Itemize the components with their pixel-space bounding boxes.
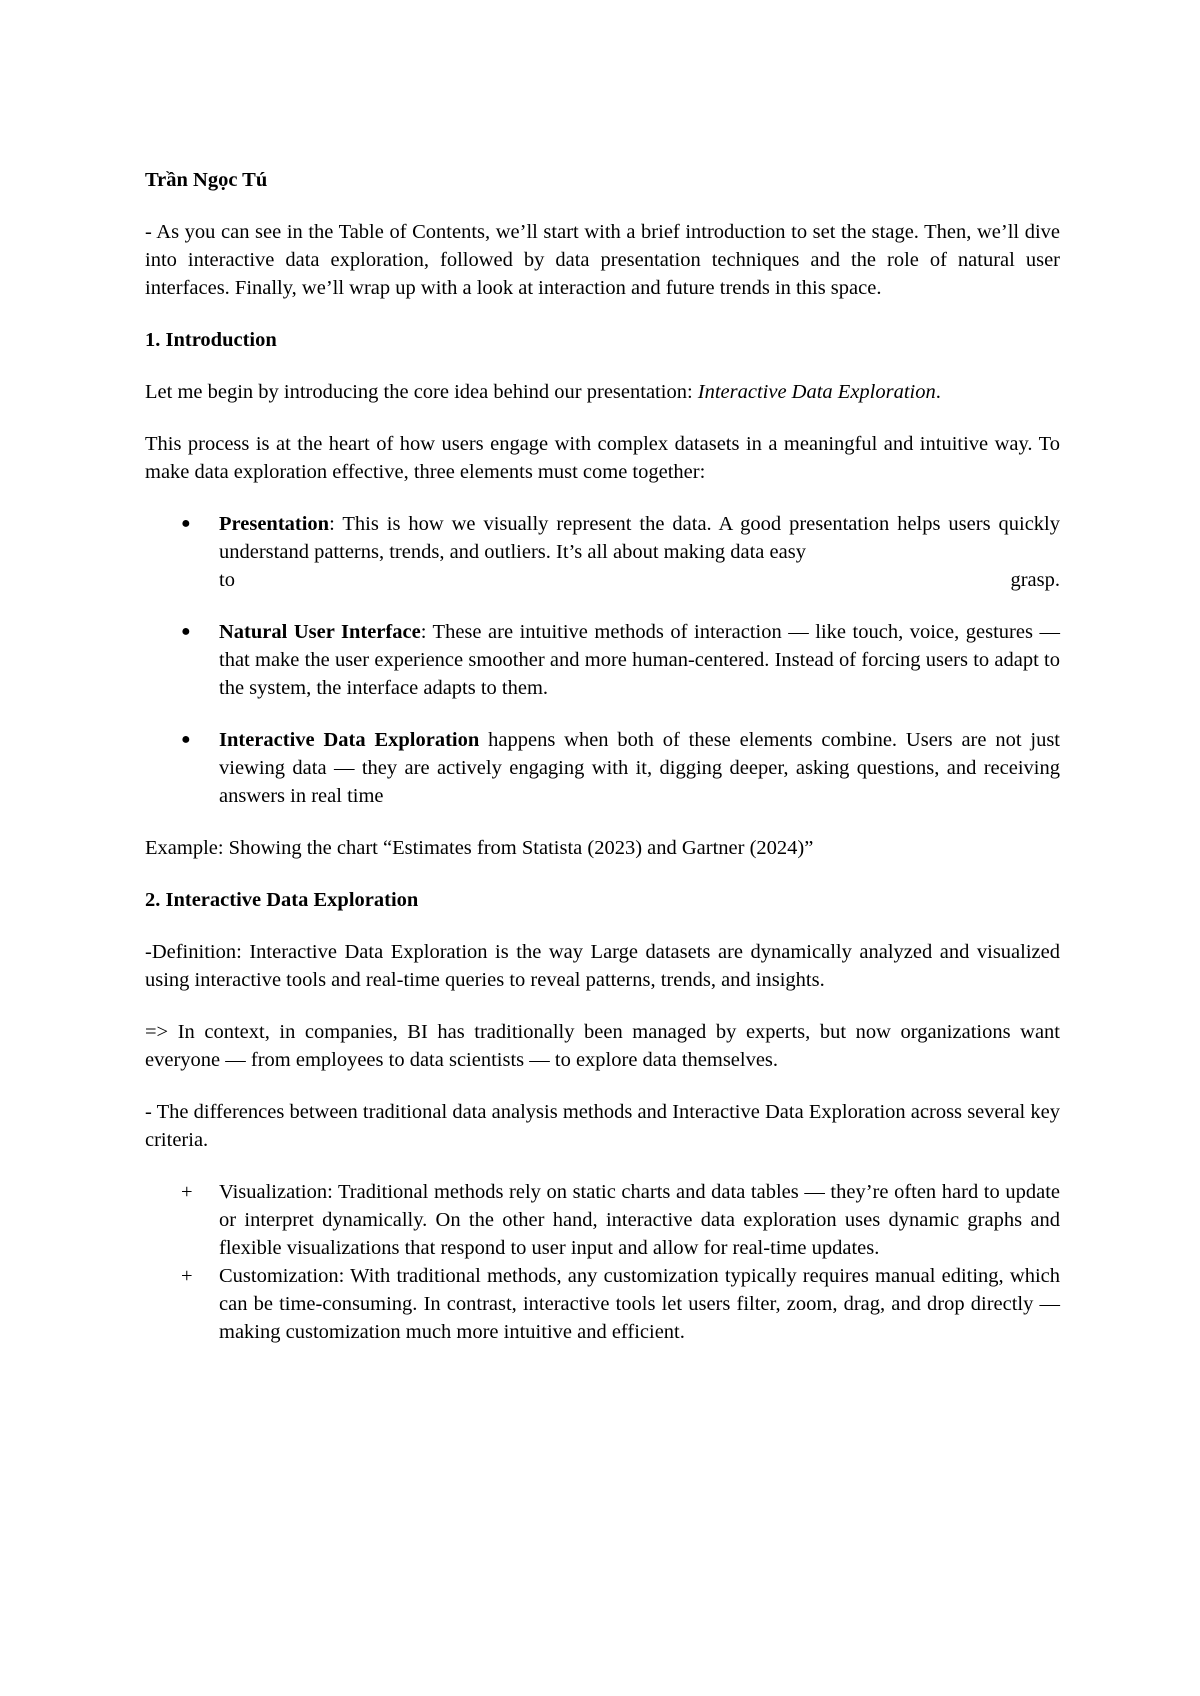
criteria-text: Visualization: Traditional methods rely on static charts and data tables — they’re often hard to update or interpret dynamically. On the other hand, interactive data exploration uses dynamic graphs and flexible visualizations that respond to user input and allow for real-time updates.: [219, 1181, 1060, 1259]
elements-bullet-list: [145, 510, 1060, 810]
bullet-item-natural-user-interface: [145, 618, 1060, 702]
bullet-dot-icon: ●: [181, 515, 191, 532]
differences-paragraph: - The differences between traditional data analysis methods and Interactive Data Exploration across several key criteria.: [145, 1101, 1060, 1151]
author-name: Trần Ngọc Tú: [145, 169, 268, 191]
bullet-last-line: [219, 566, 1060, 594]
example-paragraph: Example: Showing the chart “Estimates from Statista (2023) and Gartner (2024)”: [145, 837, 814, 859]
bullet-text: : These are intuitive methods of interaction — like touch, voice, gestures — that make the user experience smoother and more human-centered. Instead of forcing users to adapt to the system, the interface adapts to them.: [219, 621, 1060, 699]
bullet-text-word-left: to: [219, 569, 235, 591]
criteria-item-customization: [145, 1262, 1060, 1346]
introduction-text: Let me begin by introducing the core idea behind our presentation:: [145, 381, 698, 403]
emphasis-interactive-data-exploration: Interactive Data Exploration: [697, 381, 936, 403]
bullet-text-word-right: grasp.: [1010, 569, 1060, 591]
bullet-text: : This is how we visually represent the data. A good presentation helps users quickly understand patterns, trends, and outliers. It’s all about making data easy: [219, 513, 1060, 563]
bullet-term: Natural User Interface: [219, 621, 421, 643]
plus-icon: +: [181, 1265, 193, 1287]
bullet-text: happens when both of these elements combine. Users are not just viewing data — they are actively engaging with it, digging deeper, asking questions, and receiving answers in real time: [219, 729, 1061, 807]
bullet-item-presentation: [145, 510, 1060, 594]
criteria-item-visualization: [145, 1178, 1060, 1262]
section-heading-interactive-data-exploration: 2. Interactive Data Exploration: [145, 889, 419, 911]
plus-icon: +: [181, 1181, 193, 1203]
bullet-term: Presentation: [219, 513, 330, 535]
introduction-paragraph-2: This process is at the heart of how users engage with complex datasets in a meaningful and intuitive way. To make data exploration effective, three elements must come together:: [145, 433, 1060, 483]
criteria-list: [145, 1178, 1060, 1346]
definition-paragraph: -Definition: Interactive Data Exploration is the way Large datasets are dynamically analyzed and visualized using interactive tools and real-time queries to reveal patterns, trends, and insights.: [145, 941, 1060, 991]
section-heading-introduction: 1. Introduction: [145, 329, 277, 351]
bullet-dot-icon: ●: [181, 623, 191, 640]
intro-paragraph: - As you can see in the Table of Contents, we’ll start with a brief introduction to set the stage. Then, we’ll dive into interactive data exploration, followed by data presentation techniques and the role of natural user interfaces. Finally, we’ll wrap up with a look at interaction and future trends in this space.: [145, 221, 1060, 299]
bullet-item-interactive-data-exploration: [145, 726, 1060, 810]
introduction-period: .: [935, 381, 941, 403]
document-body: [145, 166, 1060, 1346]
criteria-text: Customization: With traditional methods, any customization typically requires manual editing, which can be time-consuming. In contrast, interactive tools let users filter, zoom, drag, and drop directly — making customization much more intuitive and efficient.: [219, 1265, 1060, 1343]
bullet-term: Interactive Data Exploration: [219, 729, 480, 751]
bullet-dot-icon: ●: [181, 731, 191, 748]
context-paragraph: => In context, in companies, BI has traditionally been managed by experts, but now organizations want everyone — from employees to data scientists — to explore data themselves.: [145, 1021, 1060, 1071]
introduction-paragraph-1: [145, 378, 1060, 406]
